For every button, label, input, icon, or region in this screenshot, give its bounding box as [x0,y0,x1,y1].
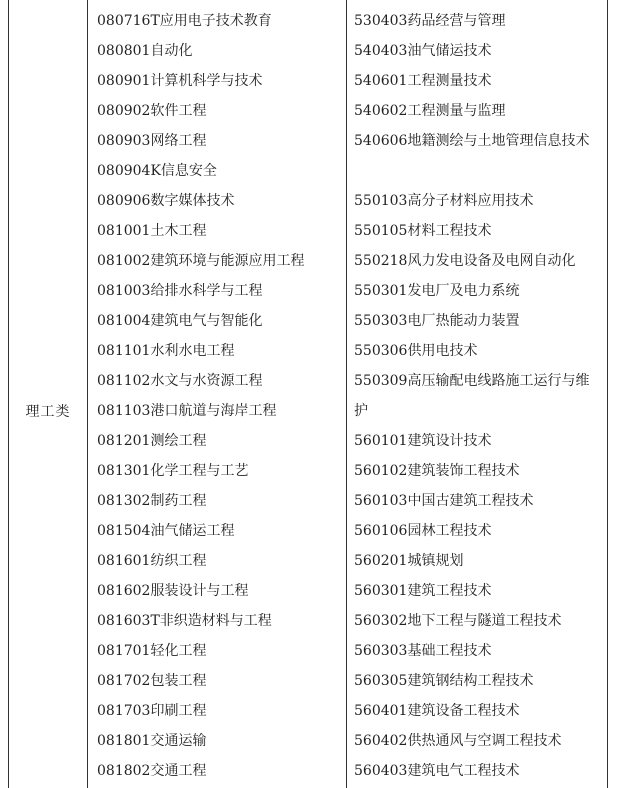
list-item: 081702包装工程 [97,673,207,689]
list-item: 080904K信息安全 [97,163,217,179]
right-major-list [354,6,599,786]
list-item: 560305建筑钢结构工程技术 [354,673,534,689]
list-item: 081103港口航道与海岸工程 [97,403,277,419]
list-item: 560103中国古建筑工程技术 [354,493,534,509]
list-item: 081701轻化工程 [97,643,207,659]
list-item: 081504油气储运工程 [97,523,235,539]
list-item: 081601纺织工程 [97,553,207,569]
list-item: 560401建筑设备工程技术 [354,703,520,719]
list-item: 560402供热通风与空调工程技术 [354,733,562,749]
list-item: 560403建筑电气工程技术 [354,763,520,779]
list-item: 550218风力发电设备及电网自动化 [354,253,576,269]
list-item: 550303电厂热能动力装置 [354,313,520,329]
list-item: 560301建筑工程技术 [354,583,492,599]
list-item: 080906数字媒体技术 [97,193,235,209]
list-item: 081801交通运输 [97,733,207,749]
list-item: 081201测绘工程 [97,433,207,449]
list-item: 081603T非织造材料与工程 [97,613,272,629]
list-item: 560303基础工程技术 [354,643,492,659]
list-item: 081102水文与水资源工程 [97,373,263,389]
list-item: 550103高分子材料应用技术 [354,193,534,209]
list-item: 081802交通工程 [97,763,207,779]
table-border-right [607,0,608,788]
list-item: 540403油气储运技术 [354,43,492,59]
list-item: 560201城镇规划 [354,553,464,569]
list-item: 080902软件工程 [97,103,207,119]
list-item: 081001土木工程 [97,223,207,239]
list-item: 540602工程测量与监理 [354,103,506,119]
list-item: 081302制药工程 [97,493,207,509]
list-item: 080801自动化 [97,43,193,59]
list-item: 540601工程测量技术 [354,73,492,89]
list-item: 550309高压输配电线路施工运行与维护 [354,373,590,419]
list-item: 080903网络工程 [97,133,207,149]
left-major-list [97,6,343,786]
list-item: 081602服装设计与工程 [97,583,249,599]
list-item: 081703印刷工程 [97,703,207,719]
list-item: 550105材料工程技术 [354,223,492,239]
list-item: 550306供用电技术 [354,343,478,359]
list-item: 530403药品经营与管理 [354,13,506,29]
table-divider-2 [346,0,347,788]
list-item: 550301发电厂及电力系统 [354,283,520,299]
table-divider-1 [87,0,88,788]
list-item: 080901计算机科学与技术 [97,73,263,89]
category-label: 理工类 [25,404,71,420]
list-item: 560106园林工程技术 [354,523,492,539]
list-item: 560101建筑设计技术 [354,433,492,449]
list-item: 560102建筑装饰工程技术 [354,463,520,479]
list-item: 081301化学工程与工艺 [97,463,249,479]
list-item: 081004建筑电气与智能化 [97,313,263,329]
list-item: 540606地籍测绘与土地管理信息技术 [354,133,590,149]
list-item: 560302地下工程与隧道工程技术 [354,613,562,629]
table-border-left [8,0,9,788]
list-item: 081003给排水科学与工程 [97,283,263,299]
list-item: 080716T应用电子技术教育 [97,13,272,29]
list-item: 081101水利水电工程 [97,343,235,359]
list-item: 081002建筑环境与能源应用工程 [97,253,305,269]
